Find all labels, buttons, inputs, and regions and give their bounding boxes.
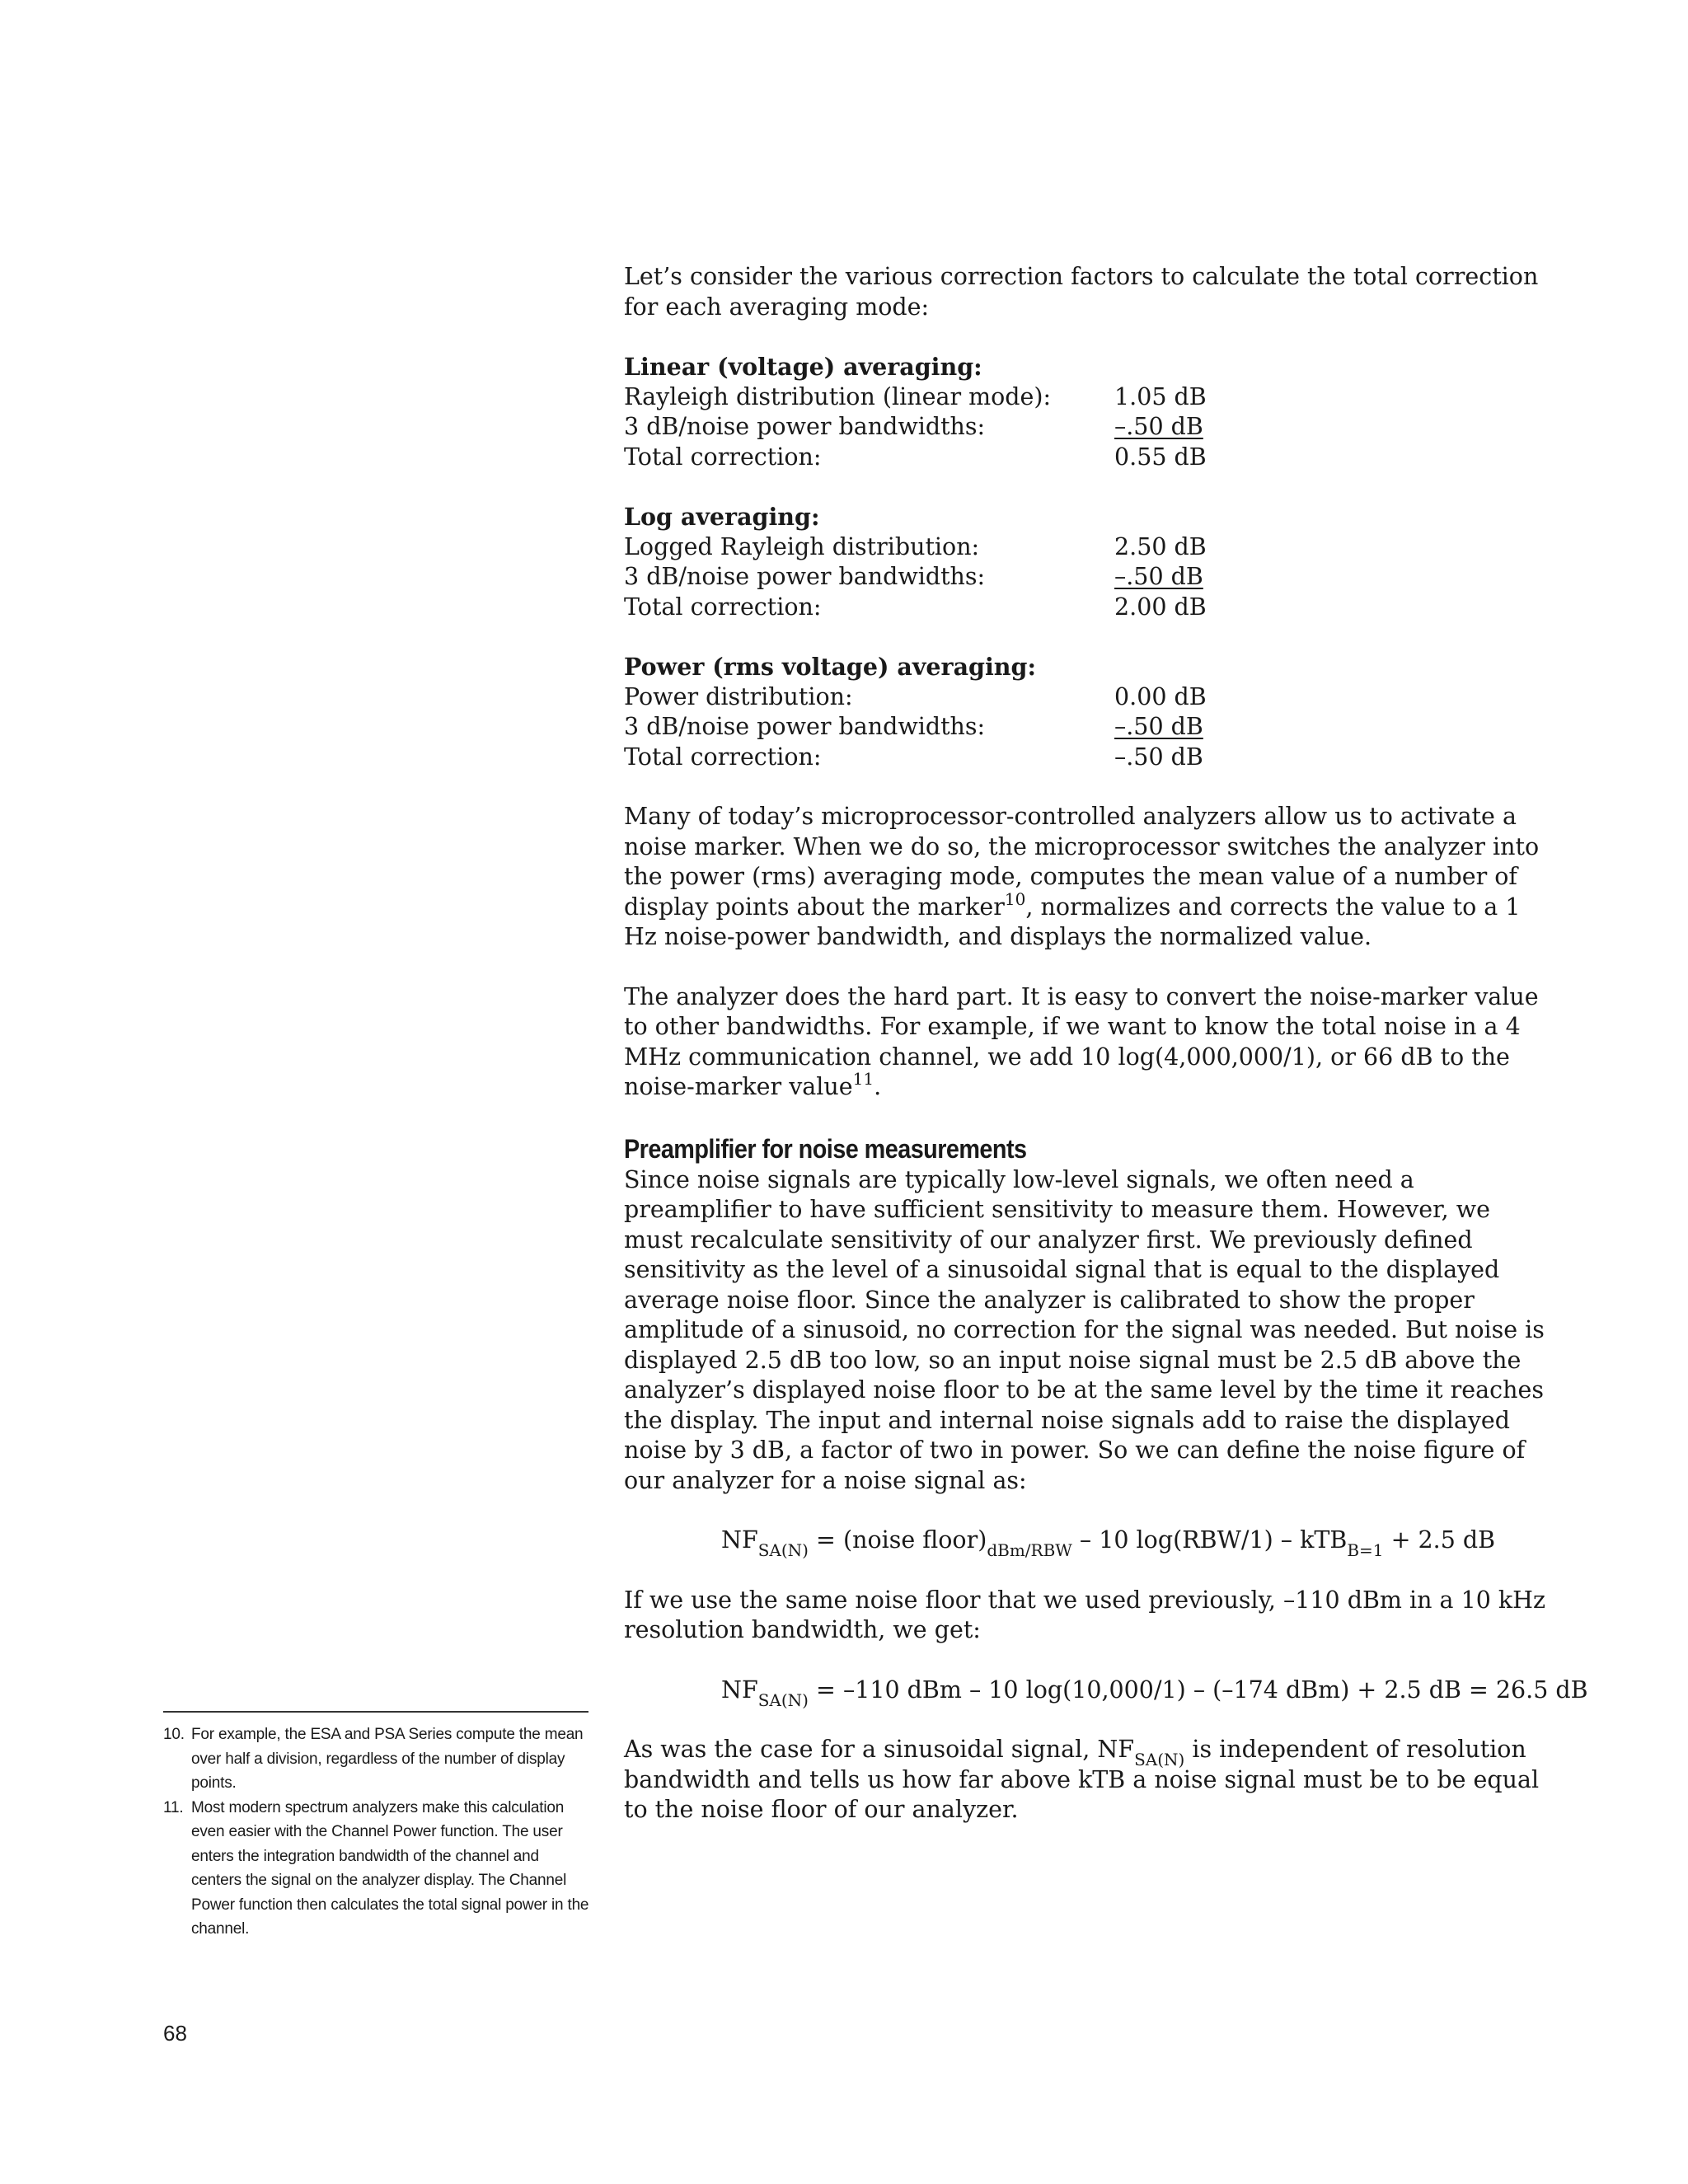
correction-row — [624, 412, 1547, 443]
footnote-11 — [163, 1796, 592, 1942]
intro-paragraph: Let’s consider the various correction factors to calculate the total correction for each averaging mode: — [624, 263, 1539, 321]
text: , normalizes and corrects the value to a 1 Hz noise-power bandwidth, and displays the normalized value. — [624, 893, 1521, 950]
page-number: 68 — [163, 2021, 187, 2046]
text: As was the case for a sinusoidal signal, NF — [624, 1736, 1135, 1763]
preamplifier-paragraph: Since noise signals are typically low-level signals, we often need a preamplifier to have sufficient sensitivity to measure them. However, we must recalculate sensitivity of our analyzer first. We previously defined sensitivity as the level of a sinusoidal signal that is equal to the displayed average noise floor. Since the analyzer is calibrated to show the proper amplitude of a sinusoid, no correction for the signal was needed. But noise is displayed 2.5 dB too low, so an input noise signal must be 2.5 dB above the analyzer’s displayed noise floor to be at the same level by the time it reaches the display. The input and internal noise signals add to raise the displayed noise by 3 dB, a factor of two in power. So we can define the noise figure of our analyzer for a noise signal as: — [624, 1165, 1545, 1494]
eq-term: NF — [721, 1675, 758, 1704]
eq-term: = –110 dBm – 10 log(10,000/1) – (–174 dBm) + 2.5 dB = 26.5 dB — [808, 1675, 1588, 1704]
equation-noise-figure-result — [624, 1675, 1588, 1710]
row-value: 2.50 dB — [1114, 532, 1207, 560]
footnote-number: 11. — [163, 1798, 184, 1816]
correction-row — [624, 532, 1547, 563]
eq-term: = (noise floor) — [808, 1526, 987, 1554]
text: Many of today’s microprocessor-controlled analyzers allow us to activate a noise marker. When we do so, the microprocessor switches the analyzer into the power (rms) averaging mode, computes the mean value of a number of display points about the marker — [624, 803, 1540, 921]
footnote-divider — [163, 1711, 588, 1713]
footnote-10 — [163, 1722, 592, 1796]
correction-row — [624, 562, 1547, 593]
footnote-ref-11[interactable]: 11 — [852, 1069, 874, 1089]
total-row — [624, 443, 1547, 473]
row-label: Total correction: — [624, 443, 822, 471]
footnote-number: 10. — [163, 1726, 185, 1743]
group-title: Log averaging: — [624, 503, 820, 531]
correction-row — [624, 682, 1547, 713]
eq-term: NF — [721, 1526, 758, 1554]
row-value: 1.05 dB — [1114, 382, 1207, 410]
footnotes — [163, 1722, 592, 1942]
section-heading: Preamplifier for noise measurements — [624, 1133, 1027, 1164]
equation-noise-figure — [624, 1526, 1547, 1560]
eq-term: – 10 log(RBW/1) – kTB — [1071, 1526, 1348, 1554]
log-averaging-group — [624, 502, 1547, 622]
footnote-ref-10[interactable]: 10 — [1004, 888, 1026, 909]
row-value: 0.00 dB — [1114, 682, 1207, 710]
text: . — [874, 1073, 882, 1100]
footnote-text: For example, the ESA and PSA Series compute the mean over half a division, regardless of the number of display points. — [191, 1726, 584, 1792]
text: is independent of resolution bandwidth and tells us how far above kTB a noise signal must be to be equal to the noise floor of our analyzer. — [624, 1736, 1540, 1823]
linear-averaging-group — [624, 352, 1547, 472]
row-value: 2.00 dB — [1114, 593, 1207, 621]
row-label: 3 dB/noise power bandwidths: — [624, 563, 986, 590]
total-row — [624, 593, 1547, 623]
bandwidth-conversion-paragraph — [624, 982, 1547, 1103]
previous-noise-floor-paragraph: If we use the same noise floor that we used previously, –110 dBm in a 10 kHz resolution bandwidth, we get: — [624, 1586, 1546, 1643]
power-averaging-group — [624, 652, 1547, 772]
row-value: –.50 dB — [1114, 743, 1203, 771]
group-title: Linear (voltage) averaging: — [624, 353, 982, 381]
eq-subscript: SA(N) — [757, 1690, 809, 1710]
row-value: 0.55 dB — [1114, 443, 1207, 471]
eq-term: + 2.5 dB — [1383, 1526, 1496, 1554]
row-label: Logged Rayleigh distribution: — [624, 532, 980, 560]
row-value: –.50 dB — [1114, 413, 1203, 440]
row-value: –.50 dB — [1114, 713, 1203, 740]
row-label: Rayleigh distribution (linear mode): — [624, 382, 1052, 410]
correction-row — [624, 712, 1547, 743]
row-label: Power distribution: — [624, 682, 853, 710]
eq-subscript: SA(N) — [757, 1540, 809, 1560]
correction-row — [624, 382, 1547, 413]
group-title: Power (rms voltage) averaging: — [624, 653, 1036, 681]
row-label: 3 dB/noise power bandwidths: — [624, 413, 986, 440]
eq-subscript: dBm/RBW — [987, 1540, 1072, 1560]
noise-marker-paragraph — [624, 802, 1547, 953]
eq-subscript: B=1 — [1347, 1540, 1384, 1560]
total-row — [624, 743, 1547, 773]
row-value: –.50 dB — [1114, 563, 1203, 590]
text: The analyzer does the hard part. It is easy to convert the noise-marker value to other bandwidths. For example, if we want to know the total noise in a 4 MHz communication channel, we add 10 log(4,000,000/1), or 66 dB to the noise-marker value — [624, 982, 1539, 1100]
row-label: Total correction: — [624, 593, 822, 621]
main-column — [624, 262, 1588, 1825]
conclusion-paragraph — [624, 1735, 1547, 1825]
eq-subscript: SA(N) — [1134, 1750, 1185, 1769]
row-label: Total correction: — [624, 743, 822, 771]
footnote-text: Most modern spectrum analyzers make this calculation even easier with the Channel Power function. The user enters the integration bandwidth of the channel and centers the signal on the analyzer display. The Channel Power function then calculates the total signal power in the channel. — [191, 1798, 589, 1938]
row-label: 3 dB/noise power bandwidths: — [624, 713, 986, 740]
